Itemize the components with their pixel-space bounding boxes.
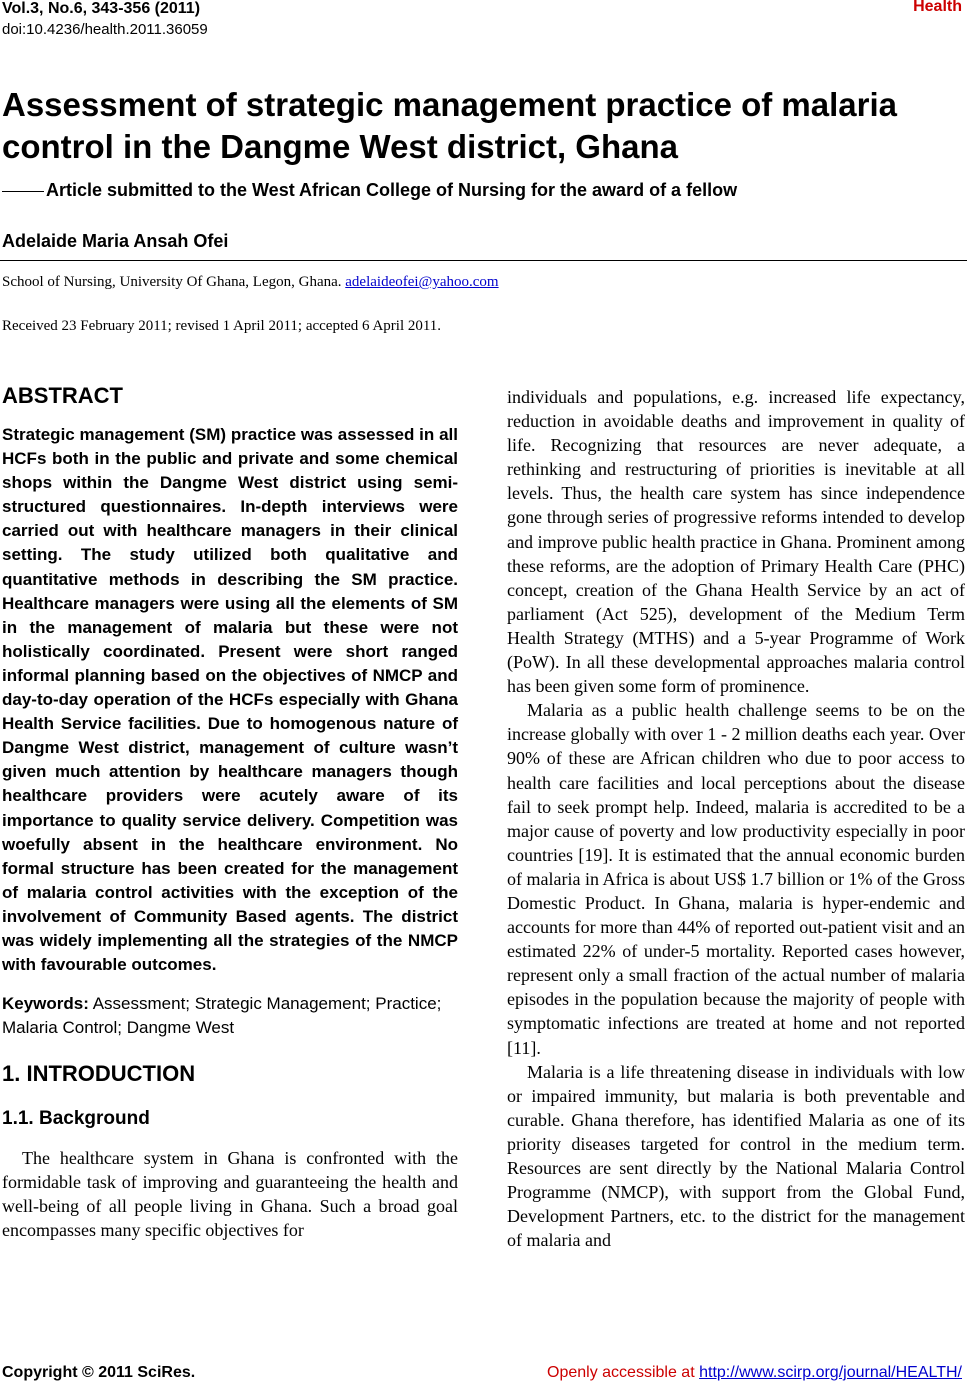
intro-continuation: individuals and populations, e.g. increased life expectancy, reduction in avoidable deaths and improvement in quality of life. Recognizing that resources are never adequate, a rethinking and restructuring of priorities is inevitable at all levels. Thus, the health care system has since independence gone through series of progressive reforms intended to develop and improve public health practice in Ghana. Prominent among these reforms, are the adoption of Primary Health Care (PHC) concept, creation of the Ghana Health Service by an act of parliament (Act 525), development of the Medium Term Health Strategy (MTHS) and a 5-year Programme of Work (PoW). In all these developmental approaches malaria control has been given some form of prominence. [507, 387, 965, 697]
abstract-heading: ABSTRACT [2, 383, 123, 408]
access-text: Openly accessible at [547, 1364, 695, 1381]
background-heading: 1.1. Background [2, 1108, 150, 1130]
intro-paragraph-3: Malaria is a life threatening disease in individuals with low or impaired immunity, but malaria is both preventable and curable. Ghana therefore, has identified Malaria as one of its priority diseases targeted for control in the medium term. Resources are sent directly by the National Malaria Control Programme (NMCP), with support from the Global Fund, Development Partners, etc. to the district for the management of malaria and [507, 1061, 965, 1251]
copyright: Copyright © 2011 SciRes. [2, 1364, 196, 1381]
header-divider [0, 260, 967, 261]
article-title: Assessment of strategic management practice of malaria control in the Dangme West district, Ghana [2, 86, 898, 165]
journal-name: Health [913, 0, 962, 15]
keywords [2, 992, 458, 1040]
left-column [2, 380, 458, 1261]
subtitle-text: Article submitted to the West African College of Nursing for the award of a fellow [46, 180, 738, 200]
intro-paragraph-1: The healthcare system in Ghana is confronted with the formidable task of improving and guaranteeing the health and well-being of all people living in Ghana. Such a broad goal encompasses many specific objectives for [2, 1148, 458, 1241]
doi: doi:10.4236/health.2011.36059 [2, 21, 208, 38]
subtitle-dash [2, 191, 44, 192]
abstract-text: Strategic management (SM) practice was assessed in all HCFs both in the public and private and some chemical shops within the Dangme West district using semi-structured questionnaires. In-depth interviews were carried out with healthcare managers in their clinical setting. The study utilized both qualitative and quantitative methods in describing the SM practice. Healthcare managers were using all the elements of SM in the management of malaria but these were not holistically coordinated. Present were short ranged informal planning based on the objectives of NMCP and day-to-day operation of the HCFs especially with Ghana Health Service facilities. Due to homogenous nature of Dangme West district, management of culture wasn’t given much attention by healthcare managers though healthcare providers were acutely aware of its importance to quality service delivery. Competition was woefully absent in the healthcare environment. No formal structure has been created for the management of malaria control activities with the exception of the involvement of Community Based agents. The district was widely implementing all the strategies of the NMCP with favourable outcomes. [2, 425, 458, 975]
running-header [2, 0, 208, 40]
affiliation-text: School of Nursing, University Of Ghana, Legon, Ghana. [2, 274, 342, 290]
affiliation [2, 274, 499, 291]
right-column [507, 385, 965, 1252]
author-name: Adelaide Maria Ansah Ofei [2, 231, 229, 251]
keywords-text: Assessment; Strategic Management; Practice; Malaria Control; Dangme West [2, 994, 442, 1038]
introduction-heading: 1. INTRODUCTION [2, 1061, 196, 1087]
access-note [547, 1364, 962, 1382]
email-link[interactable]: adelaideofei@yahoo.com [345, 274, 499, 290]
keywords-label: Keywords: [2, 994, 89, 1014]
intro-paragraph-2: Malaria as a public health challenge seems to be on the increase globally with over 1 - 2 million deaths each year. Over 90% of these are African children who due to poor access to health care facilities and local perceptions about the disease fail to seek prompt help. Indeed, malaria is accredited to be a major cause of poverty and low productivity especially in poor countries [19]. It is estimated that the annual economic burden of malaria in Africa is about US$ 1.7 billion or 1% of the Gross Domestic Product. In Ghana, malaria is hyper-endemic and accounts for more than 44% of reported out-patient visit and an estimated 22% of under-5 mortality. Reported cases however, represent only a small fraction of the actual number of malaria episodes in the population because the majority of people with symptomatic infections are treated at home and not reported [11]. [507, 700, 965, 1058]
article-subtitle [2, 180, 737, 201]
journal-url-link[interactable]: http://www.scirp.org/journal/HEALTH/ [699, 1364, 962, 1381]
received-dates: Received 23 February 2011; revised 1 April 2011; accepted 6 April 2011. [2, 318, 442, 334]
volume-info: Vol.3, No.6, 343-356 (2011) [2, 0, 201, 17]
